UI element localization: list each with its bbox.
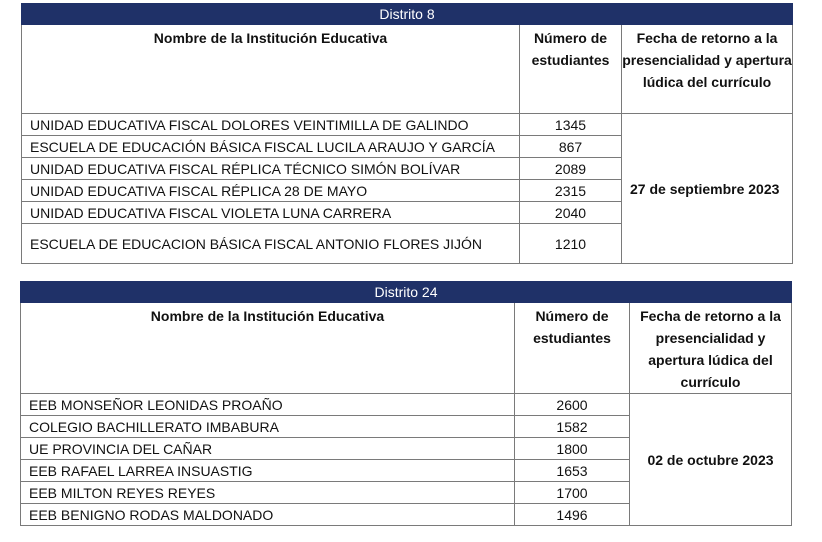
table-row-students: 1210 [520, 224, 622, 264]
table-row-students: 1800 [515, 438, 630, 460]
table-row-students: 2089 [520, 158, 622, 180]
table-row-students: 2040 [520, 202, 622, 224]
table-row-name: UE PROVINCIA DEL CAÑAR [21, 438, 515, 460]
header-student-count: Número de estudiantes [515, 303, 630, 394]
table-row-students: 2600 [515, 394, 630, 416]
table-row-name: EEB BENIGNO RODAS MALDONADO [21, 504, 515, 526]
return-date-cell: 27 de septiembre 2023 [622, 114, 793, 264]
table-row-students: 1653 [515, 460, 630, 482]
district-24-table [20, 281, 792, 526]
table-row-students: 2315 [520, 180, 622, 202]
district-8-title: Distrito 8 [22, 4, 793, 25]
table-row-name: UNIDAD EDUCATIVA FISCAL VIOLETA LUNA CARRERA [22, 202, 520, 224]
table-row-name: UNIDAD EDUCATIVA FISCAL RÉPLICA TÉCNICO SIMÓN BOLÍVAR [22, 158, 520, 180]
table-row-students: 1345 [520, 114, 622, 136]
table-row-students: 1582 [515, 416, 630, 438]
table-row-name: ESCUELA DE EDUCACION BÁSICA FISCAL ANTONIO FLORES JIJÓN [22, 224, 520, 264]
table-row-name: UNIDAD EDUCATIVA FISCAL RÉPLICA 28 DE MAYO [22, 180, 520, 202]
header-institution-name: Nombre de la Institución Educativa [21, 303, 515, 394]
header-return-date: Fecha de retorno a la presencialidad y apertura lúdica del currículo [622, 25, 793, 114]
table-row-students: 1496 [515, 504, 630, 526]
header-return-date: Fecha de retorno a la presencialidad y apertura lúdica del currículo [630, 303, 792, 394]
table-row-students: 1700 [515, 482, 630, 504]
return-date-cell: 02 de octubre 2023 [630, 394, 792, 526]
table-row-name: COLEGIO BACHILLERATO IMBABURA [21, 416, 515, 438]
table-row-name: EEB MONSEÑOR LEONIDAS PROAÑO [21, 394, 515, 416]
table-row-name: EEB MILTON REYES REYES [21, 482, 515, 504]
header-institution-name: Nombre de la Institución Educativa [22, 25, 520, 114]
header-student-count: Número de estudiantes [520, 25, 622, 114]
table-row-students: 867 [520, 136, 622, 158]
table-row-name: ESCUELA DE EDUCACIÓN BÁSICA FISCAL LUCILA ARAUJO Y GARCÍA [22, 136, 520, 158]
table-row-name: UNIDAD EDUCATIVA FISCAL DOLORES VEINTIMILLA DE GALINDO [22, 114, 520, 136]
table-row-name: EEB RAFAEL LARREA INSUASTIG [21, 460, 515, 482]
district-8-table [21, 3, 793, 264]
district-24-title: Distrito 24 [21, 282, 792, 303]
